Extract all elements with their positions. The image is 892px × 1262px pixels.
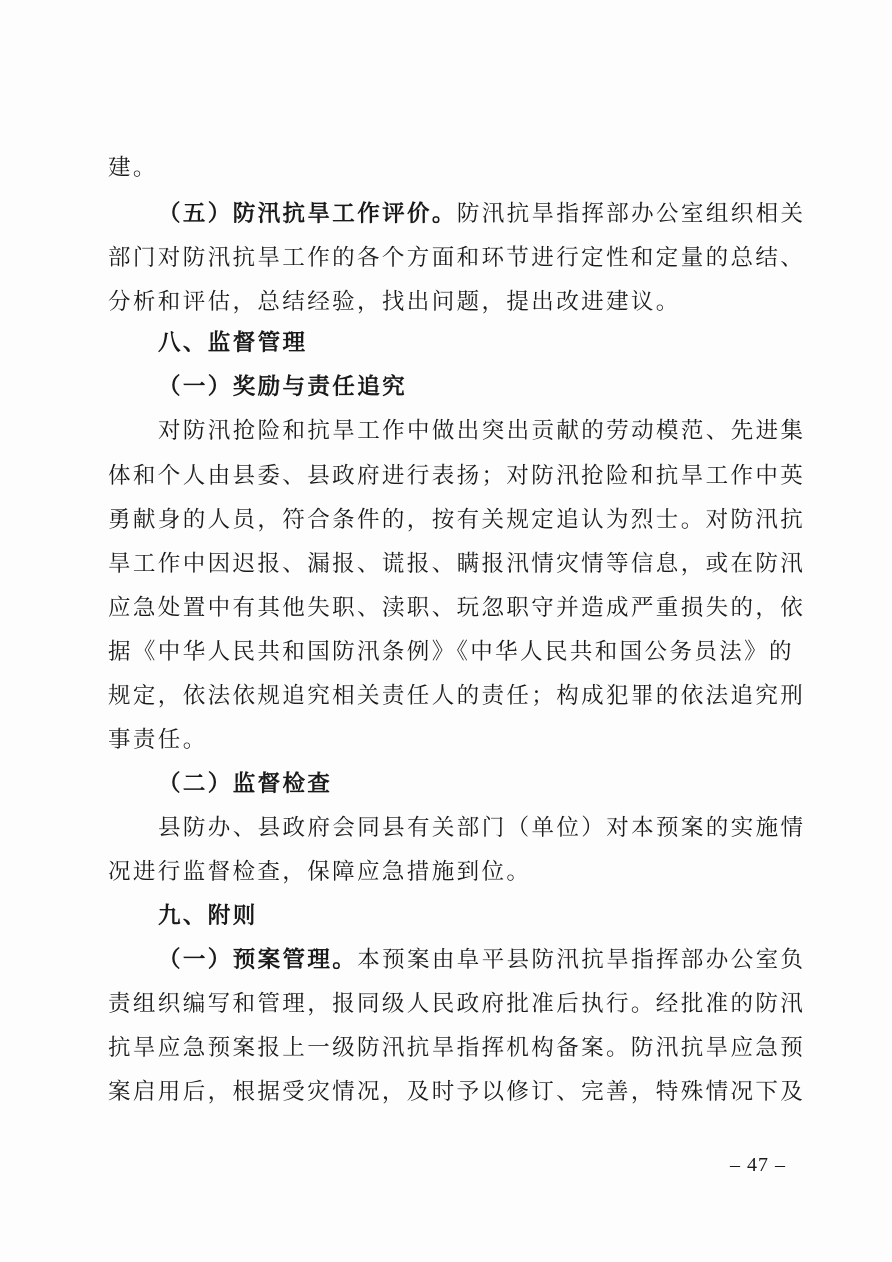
text-line: 体和个人由县委、县政府进行表扬；对防汛抢险和抗旱工作中英 [108, 463, 806, 489]
subheading-inspection: （二）监督检查 [158, 771, 333, 797]
text-line: 县防办、县政府会同县有关部门（单位）对本预案的实施情 [158, 815, 806, 841]
text-line: 责组织编写和管理，报同级人民政府批准后执行。经批准的防汛 [108, 991, 806, 1017]
subheading-evaluation: （五）防汛抗旱工作评价。 [158, 201, 457, 227]
text-span: 本预案由阜平县防汛抗旱指挥部办公室负 [357, 947, 806, 973]
subheading-plan-management: （一）预案管理。 [158, 947, 358, 973]
text-line: 建。 [108, 155, 158, 181]
text-line: 案启用后，根据受灾情况，及时予以修订、完善，特殊情况下及 [108, 1079, 806, 1105]
text-line: 事责任。 [108, 727, 208, 753]
text-line: 况进行监督检查，保障应急措施到位。 [108, 859, 532, 885]
text-line: 应急处置中有其他失职、渎职、玩忽职守并造成严重损失的，依 [108, 595, 806, 621]
text-line: 勇献身的人员，符合条件的，按有关规定追认为烈士。对防汛抗 [108, 507, 806, 533]
text-line: 旱工作中因迟报、漏报、谎报、瞒报汛情灾情等信息，或在防汛 [108, 551, 806, 577]
section-heading-supervision: 八、监督管理 [158, 330, 308, 356]
subheading-rewards: （一）奖励与责任追究 [158, 374, 408, 400]
text-line: 对防汛抢险和抗旱工作中做出突出贡献的劳动模范、先进集 [158, 418, 806, 444]
section-heading-appendix: 九、附则 [158, 903, 258, 929]
paragraph-evaluation [158, 196, 805, 232]
text-line: 规定，依法依规追究相关责任人的责任；构成犯罪的依法追究刑 [108, 683, 806, 709]
text-line: 抗旱应急预案报上一级防汛抗旱指挥机构备案。防汛抗旱应急预 [108, 1035, 806, 1061]
paragraph-plan-management [158, 942, 805, 978]
page-number: – 47 – [730, 1154, 786, 1176]
text-line: 部门对防汛抗旱工作的各个方面和环节进行定性和定量的总结、 [108, 245, 806, 271]
text-line: 据《中华人民共和国防汛条例》《中华人民共和国公务员法》的 [108, 639, 794, 665]
text-span: 防汛抗旱指挥部办公室组织相关 [456, 201, 806, 227]
text-line: 分析和评估，总结经验，找出问题，提出改进建议。 [108, 289, 681, 315]
